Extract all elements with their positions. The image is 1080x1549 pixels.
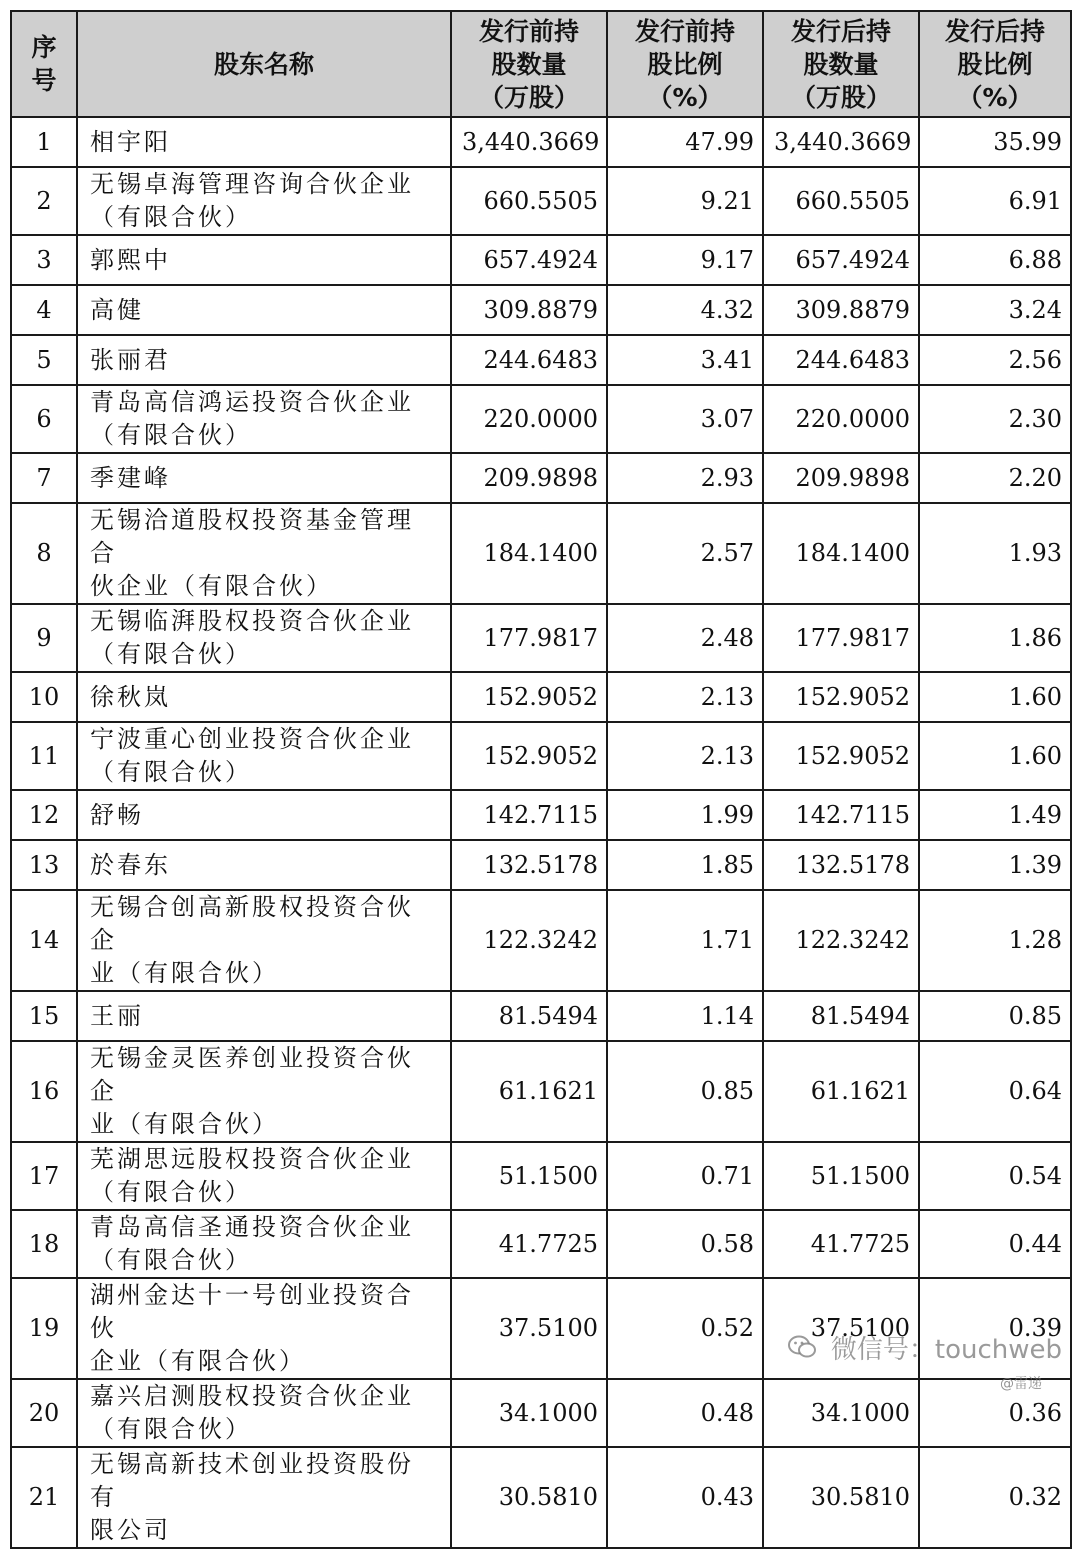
header-pre-shares: 发行前持 股数量 （万股） [451, 11, 607, 117]
shareholder-name-line: 嘉兴启测股权投资合伙企业 [90, 1382, 414, 1410]
row-post-ratio: 1.49 [919, 790, 1071, 840]
row-index: 7 [11, 453, 77, 503]
row-index: 12 [11, 790, 77, 840]
row-shareholder-name [77, 790, 451, 840]
row-shareholder-name [77, 117, 451, 167]
row-post-ratio: 2.56 [919, 335, 1071, 385]
table-row [11, 1210, 1071, 1278]
row-shareholder-name [77, 335, 451, 385]
row-pre-shares: 132.5178 [451, 840, 607, 890]
row-post-ratio: 0.32 [919, 1447, 1071, 1548]
row-post-ratio: 1.60 [919, 722, 1071, 790]
row-pre-ratio: 1.85 [607, 840, 763, 890]
row-pre-shares: 152.9052 [451, 672, 607, 722]
header-pre-ratio: 发行前持 股比例 （%） [607, 11, 763, 117]
shareholder-name-line: （有限合伙） [90, 640, 252, 668]
row-index: 5 [11, 335, 77, 385]
table-row [11, 235, 1071, 285]
row-pre-ratio: 4.32 [607, 285, 763, 335]
table-row [11, 722, 1071, 790]
table-row [11, 790, 1071, 840]
shareholder-name-line: 无锡高新技术创业投资股份有 [90, 1450, 414, 1511]
shareholder-name-line: 无锡洽道股权投资基金管理合 [90, 506, 414, 567]
row-index: 3 [11, 235, 77, 285]
row-post-shares: 51.1500 [763, 1142, 919, 1210]
shareholder-name-line: 限公司 [90, 1516, 171, 1544]
row-pre-shares: 244.6483 [451, 335, 607, 385]
row-post-ratio: 0.36 [919, 1379, 1071, 1447]
row-pre-shares: 209.9898 [451, 453, 607, 503]
row-shareholder-name [77, 1447, 451, 1548]
row-index: 17 [11, 1142, 77, 1210]
shareholder-name-line: 业（有限合伙） [90, 1110, 279, 1138]
row-index: 8 [11, 503, 77, 604]
row-pre-shares: 81.5494 [451, 991, 607, 1041]
row-post-shares: 152.9052 [763, 672, 919, 722]
row-pre-shares: 184.1400 [451, 503, 607, 604]
table-row [11, 672, 1071, 722]
row-post-shares: 177.9817 [763, 604, 919, 672]
shareholder-name-line: 企业（有限合伙） [90, 1347, 306, 1375]
row-post-ratio: 1.39 [919, 840, 1071, 890]
row-index: 20 [11, 1379, 77, 1447]
row-shareholder-name [77, 1210, 451, 1278]
shareholder-name-line: 湖州金达十一号创业投资合伙 [90, 1281, 414, 1342]
row-post-ratio: 2.20 [919, 453, 1071, 503]
row-post-ratio: 6.91 [919, 167, 1071, 235]
row-pre-shares: 657.4924 [451, 235, 607, 285]
row-shareholder-name [77, 672, 451, 722]
row-shareholder-name [77, 604, 451, 672]
row-post-shares: 657.4924 [763, 235, 919, 285]
header-index: 序 号 [11, 11, 77, 117]
row-post-shares: 220.0000 [763, 385, 919, 453]
shareholder-name-line: 高健 [90, 295, 144, 324]
table-row [11, 335, 1071, 385]
table-row [11, 1379, 1071, 1447]
row-index: 16 [11, 1041, 77, 1142]
row-post-shares: 3,440.3669 [763, 117, 919, 167]
header-post-ratio: 发行后持 股比例 （%） [919, 11, 1071, 117]
shareholder-name-line: 舒畅 [90, 800, 144, 829]
row-post-shares: 209.9898 [763, 453, 919, 503]
row-post-ratio: 1.93 [919, 503, 1071, 604]
row-pre-ratio: 0.48 [607, 1379, 763, 1447]
table-row [11, 1278, 1071, 1379]
row-pre-ratio: 9.17 [607, 235, 763, 285]
row-pre-ratio: 9.21 [607, 167, 763, 235]
row-shareholder-name [77, 167, 451, 235]
row-shareholder-name [77, 285, 451, 335]
table-row [11, 453, 1071, 503]
row-pre-shares: 37.5100 [451, 1278, 607, 1379]
row-pre-shares: 41.7725 [451, 1210, 607, 1278]
row-pre-ratio: 2.13 [607, 722, 763, 790]
row-pre-shares: 220.0000 [451, 385, 607, 453]
row-pre-ratio: 0.52 [607, 1278, 763, 1379]
shareholder-name-line: 无锡合创高新股权投资合伙企 [90, 893, 414, 954]
row-post-shares: 142.7115 [763, 790, 919, 840]
row-post-shares: 152.9052 [763, 722, 919, 790]
row-pre-shares: 122.3242 [451, 890, 607, 991]
row-shareholder-name [77, 840, 451, 890]
row-shareholder-name [77, 1379, 451, 1447]
row-shareholder-name [77, 1142, 451, 1210]
row-pre-ratio: 2.13 [607, 672, 763, 722]
row-pre-shares: 177.9817 [451, 604, 607, 672]
shareholder-name-line: 芜湖思远股权投资合伙企业 [90, 1145, 414, 1173]
shareholder-name-line: 郭熙中 [90, 245, 171, 274]
row-index: 11 [11, 722, 77, 790]
row-index: 6 [11, 385, 77, 453]
shareholder-name-line: （有限合伙） [90, 1246, 252, 1274]
shareholder-name-line: 相宇阳 [90, 127, 171, 156]
header-post-shares: 发行后持 股数量 （万股） [763, 11, 919, 117]
row-shareholder-name [77, 235, 451, 285]
row-pre-shares: 34.1000 [451, 1379, 607, 1447]
row-post-shares: 244.6483 [763, 335, 919, 385]
row-post-ratio: 1.86 [919, 604, 1071, 672]
row-post-shares: 660.5505 [763, 167, 919, 235]
row-pre-ratio: 2.93 [607, 453, 763, 503]
row-post-shares: 81.5494 [763, 991, 919, 1041]
shareholder-name-line: （有限合伙） [90, 421, 252, 449]
row-post-ratio: 0.39 [919, 1278, 1071, 1379]
row-post-ratio: 6.88 [919, 235, 1071, 285]
table-row [11, 385, 1071, 453]
row-pre-ratio: 3.07 [607, 385, 763, 453]
row-post-shares: 184.1400 [763, 503, 919, 604]
row-pre-shares: 30.5810 [451, 1447, 607, 1548]
table-row [11, 285, 1071, 335]
table-row [11, 503, 1071, 604]
row-pre-ratio: 0.71 [607, 1142, 763, 1210]
row-post-ratio: 1.28 [919, 890, 1071, 991]
row-pre-ratio: 3.41 [607, 335, 763, 385]
shareholder-name-line: 无锡金灵医养创业投资合伙企 [90, 1044, 414, 1105]
row-pre-ratio: 0.43 [607, 1447, 763, 1548]
row-pre-ratio: 2.57 [607, 503, 763, 604]
shareholder-name-line: 青岛高信圣通投资合伙企业 [90, 1213, 414, 1241]
row-post-shares: 34.1000 [763, 1379, 919, 1447]
row-post-ratio: 35.99 [919, 117, 1071, 167]
shareholder-name-line: （有限合伙） [90, 203, 252, 231]
row-index: 15 [11, 991, 77, 1041]
row-post-shares: 37.5100 [763, 1278, 919, 1379]
row-pre-shares: 51.1500 [451, 1142, 607, 1210]
row-pre-ratio: 0.58 [607, 1210, 763, 1278]
row-shareholder-name [77, 503, 451, 604]
row-shareholder-name [77, 991, 451, 1041]
row-post-ratio: 1.60 [919, 672, 1071, 722]
shareholder-name-line: （有限合伙） [90, 758, 252, 786]
row-shareholder-name [77, 890, 451, 991]
shareholder-name-line: 青岛高信鸿运投资合伙企业 [90, 388, 414, 416]
shareholder-name-line: 伙企业（有限合伙） [90, 572, 333, 600]
table-row [11, 890, 1071, 991]
row-post-ratio: 0.85 [919, 991, 1071, 1041]
row-pre-ratio: 0.85 [607, 1041, 763, 1142]
shareholder-table [10, 10, 1072, 1549]
row-post-ratio: 0.54 [919, 1142, 1071, 1210]
row-index: 13 [11, 840, 77, 890]
shareholder-name-line: 无锡临湃股权投资合伙企业 [90, 607, 414, 635]
row-post-ratio: 0.44 [919, 1210, 1071, 1278]
shareholder-name-line: 王丽 [90, 1001, 144, 1030]
table-row [11, 840, 1071, 890]
shareholder-name-line: 徐秋岚 [90, 682, 171, 711]
shareholder-name-line: 於春东 [90, 850, 171, 879]
table-row [11, 1142, 1071, 1210]
shareholder-name-line: 季建峰 [90, 463, 171, 492]
table-row [11, 117, 1071, 167]
header-shareholder-name: 股东名称 [77, 11, 451, 117]
shareholder-name-line: 宁波重心创业投资合伙企业 [90, 725, 414, 753]
row-post-ratio: 3.24 [919, 285, 1071, 335]
row-shareholder-name [77, 385, 451, 453]
row-pre-ratio: 2.48 [607, 604, 763, 672]
row-pre-shares: 142.7115 [451, 790, 607, 840]
row-post-shares: 61.1621 [763, 1041, 919, 1142]
row-post-shares: 132.5178 [763, 840, 919, 890]
row-index: 10 [11, 672, 77, 722]
row-pre-ratio: 1.14 [607, 991, 763, 1041]
table-row [11, 604, 1071, 672]
row-shareholder-name [77, 1041, 451, 1142]
row-pre-ratio: 1.71 [607, 890, 763, 991]
shareholder-name-line: （有限合伙） [90, 1178, 252, 1206]
table-row [11, 1447, 1071, 1548]
row-pre-shares: 309.8879 [451, 285, 607, 335]
row-post-shares: 30.5810 [763, 1447, 919, 1548]
row-post-ratio: 2.30 [919, 385, 1071, 453]
row-index: 18 [11, 1210, 77, 1278]
row-index: 14 [11, 890, 77, 991]
shareholder-name-line: 无锡卓海管理咨询合伙企业 [90, 170, 414, 198]
row-post-shares: 309.8879 [763, 285, 919, 335]
watermark-sub: @雷递 [1000, 1376, 1042, 1392]
row-shareholder-name [77, 1278, 451, 1379]
row-index: 2 [11, 167, 77, 235]
row-index: 4 [11, 285, 77, 335]
row-index: 21 [11, 1447, 77, 1548]
table-body [11, 117, 1071, 1548]
row-pre-shares: 61.1621 [451, 1041, 607, 1142]
row-pre-shares: 3,440.3669 [451, 117, 607, 167]
shareholder-name-line: （有限合伙） [90, 1415, 252, 1443]
row-index: 9 [11, 604, 77, 672]
row-pre-shares: 152.9052 [451, 722, 607, 790]
row-post-shares: 122.3242 [763, 890, 919, 991]
table-header [11, 11, 1071, 117]
table-row [11, 991, 1071, 1041]
table-row [11, 167, 1071, 235]
shareholder-name-line: 张丽君 [90, 345, 171, 374]
watermark-text: 微信号：touchweb [830, 1335, 1062, 1365]
row-shareholder-name [77, 722, 451, 790]
row-pre-shares: 660.5505 [451, 167, 607, 235]
row-index: 1 [11, 117, 77, 167]
row-pre-ratio: 1.99 [607, 790, 763, 840]
shareholder-name-line: 业（有限合伙） [90, 959, 279, 987]
row-shareholder-name [77, 453, 451, 503]
row-index: 19 [11, 1278, 77, 1379]
row-post-ratio: 0.64 [919, 1041, 1071, 1142]
row-post-shares: 41.7725 [763, 1210, 919, 1278]
row-pre-ratio: 47.99 [607, 117, 763, 167]
table-row [11, 1041, 1071, 1142]
